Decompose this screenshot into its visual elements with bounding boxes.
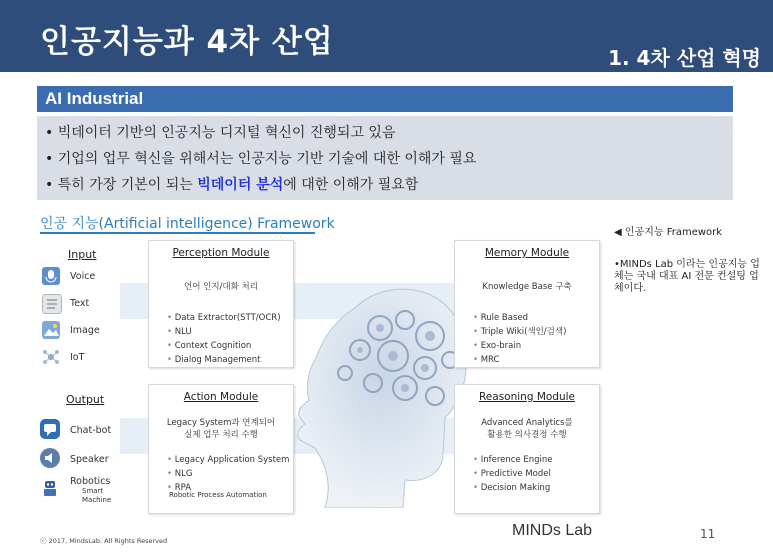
input-item-voice: Voice — [70, 271, 96, 282]
page-title: 인공지능과 4차 산업 — [40, 24, 334, 60]
framework-title: 인공 지능(Artificial intelligence) Framework — [40, 216, 335, 232]
output-item-robotics: Robotics — [70, 476, 111, 487]
reasoning-module-title: Reasoning Module — [478, 391, 576, 403]
list-item: • Dialog Management — [167, 353, 281, 367]
copyright-text: ⓒ 2017, MindsLab. All Rights Reserved — [40, 537, 168, 545]
input-item-image: Image — [70, 325, 100, 336]
bullet-item-1: • 빅데이터 기반의 인공지능 디지털 혁신이 진행되고 있음 — [45, 125, 396, 141]
rpa-subtitle: Robotic Process Automation — [169, 491, 267, 499]
reasoning-module-list — [473, 453, 553, 495]
action-module-list — [167, 453, 289, 495]
perception-module — [148, 240, 294, 368]
reasoning-module — [454, 384, 600, 514]
microphone-icon — [42, 267, 60, 285]
list-item: • NLU — [167, 325, 281, 339]
list-item: • Triple Wiki(색인/검색) — [473, 325, 566, 339]
subheader-label: AI Industrial — [45, 89, 144, 108]
side-note-mindslab: •MINDs Lab 이라는 인공지능 업체는 국내 대표 AI 전문 컨설팅 업체이다. — [614, 259, 760, 294]
action-module-desc-2: 실제 업무 처리 수행 — [184, 430, 258, 440]
bullet-text-3-post: 에 대한 이해가 필요함 — [283, 177, 419, 193]
bullet-text-2: 기업의 업무 혁신을 위해서는 인공지능 기반 기술에 대한 이해가 필요 — [57, 151, 477, 167]
bullet-highlight: 빅데이터 분석 — [197, 177, 284, 193]
list-item: • Predictive Model — [473, 467, 553, 481]
image-icon — [42, 321, 60, 339]
action-module-desc-1: Legacy System과 연계되어 — [166, 418, 276, 428]
list-item: • MRC — [473, 353, 566, 367]
list-item: • Context Cognition — [167, 339, 281, 353]
list-item: • NLG — [167, 467, 289, 481]
perception-module-list — [167, 311, 281, 367]
output-item-robotics-sub: Smart Machine — [82, 487, 112, 504]
bullet-box — [37, 116, 733, 200]
input-item-text: Text — [70, 298, 90, 309]
list-item: • Data Extractor(STT/OCR) — [167, 311, 281, 325]
robot-icon — [40, 478, 60, 498]
perception-module-desc: 언어 인지/대화 처리 — [184, 282, 258, 292]
bullet-item-3: • 특히 가장 기본이 되는 빅데이터 분석에 대한 이해가 필요함 — [45, 177, 419, 193]
mindslab-logo: MINDs Lab — [512, 522, 593, 539]
list-item: • Legacy Application System — [167, 453, 289, 467]
list-item: • Decision Making — [473, 481, 553, 495]
action-module-title: Action Module — [183, 391, 259, 403]
reasoning-module-desc-1: Advanced Analytics를 — [481, 418, 573, 428]
speaker-icon — [40, 448, 60, 468]
chat-icon — [40, 419, 60, 439]
list-item: • RPA — [167, 481, 289, 495]
perception-module-title: Perception Module — [172, 247, 270, 259]
iot-icon — [42, 348, 60, 366]
bullet-text-3-pre: 특히 가장 기본이 되는 — [57, 177, 198, 193]
output-item-speaker: Speaker — [70, 454, 109, 465]
framework-title-underline — [40, 232, 315, 234]
input-item-iot: IoT — [70, 352, 85, 363]
memory-module-list — [473, 311, 566, 367]
memory-module — [454, 240, 600, 368]
list-item: • Rule Based — [473, 311, 566, 325]
memory-module-desc: Knowledge Base 구축 — [482, 282, 572, 292]
reasoning-module-desc-2: 활용한 의사결정 수행 — [487, 430, 567, 440]
document-icon — [42, 294, 62, 314]
memory-module-title: Memory Module — [484, 247, 570, 259]
list-item: • Inference Engine — [473, 453, 553, 467]
output-item-chatbot: Chat-bot — [70, 425, 112, 436]
input-heading: Input — [68, 248, 97, 261]
list-item: • Exo-brain — [473, 339, 566, 353]
bullet-item-2: • 기업의 업무 혁신을 위해서는 인공지능 기반 기술에 대한 이해가 필요 — [45, 151, 477, 167]
subheader-bar — [37, 86, 733, 112]
section-title: 1. 4차 산업 혁명 — [608, 46, 761, 70]
side-note-framework: ◀ 인공지능 Framework — [614, 227, 723, 238]
page-number: 11 — [700, 527, 716, 541]
bullet-text-1: 빅데이터 기반의 인공지능 디지털 혁신이 진행되고 있음 — [57, 125, 396, 141]
action-module — [148, 384, 294, 514]
output-heading: Output — [66, 393, 105, 406]
